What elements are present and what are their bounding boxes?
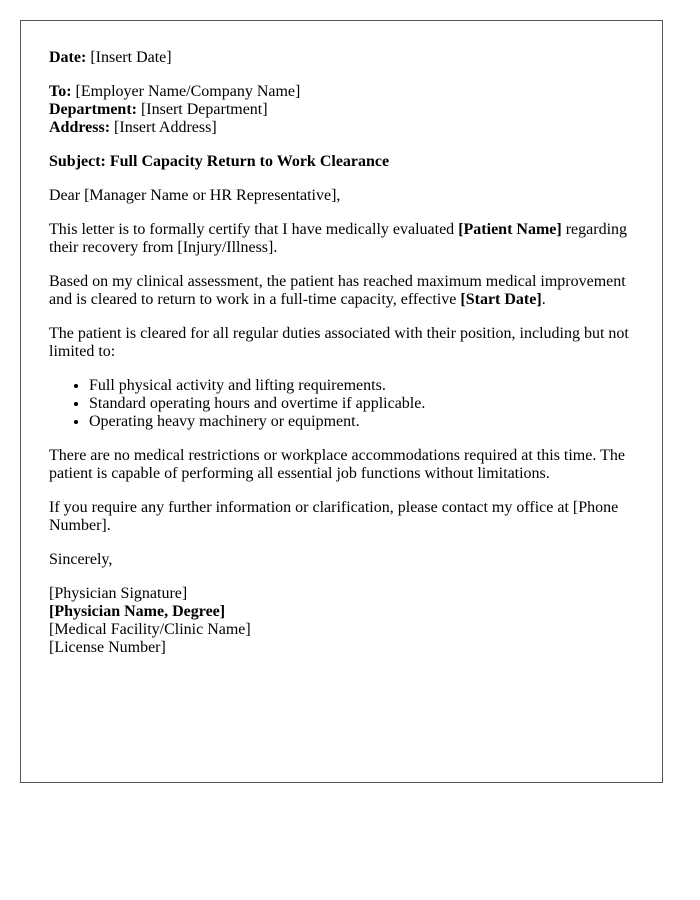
paragraph-evaluation [49, 221, 634, 257]
address-value: [Insert Address] [114, 119, 217, 136]
subject-line [49, 153, 634, 171]
paragraph-contact: If you require any further information or clarification, please contact my office at [Phone Number]. [49, 499, 619, 534]
subject-text: Subject: Full Capacity Return to Work Clearance [49, 153, 390, 170]
closing: Sincerely, [49, 551, 113, 568]
paragraph-restrictions: There are no medical restrictions or workplace accommodations required at this time. The patient is capable of performing all essential job functions without limitations. [49, 447, 625, 482]
recipient-block [49, 83, 634, 137]
license-number: [License Number] [49, 639, 166, 656]
department-label: Department: [49, 101, 137, 118]
para2-text-end: . [541, 291, 546, 308]
department-line [49, 101, 634, 119]
para1-text: This letter is to formally certify that I have medically evaluated [49, 221, 459, 238]
physician-signature: [Physician Signature] [49, 585, 188, 602]
patient-name: [Patient Name] [458, 221, 562, 238]
letter-document [20, 20, 663, 783]
paragraph-assessment [49, 273, 634, 309]
address-label: Address: [49, 119, 111, 136]
date-line [49, 49, 634, 67]
paragraph-duties-intro: The patient is cleared for all regular duties associated with their position, including but not limited to: [49, 325, 629, 360]
signature-block [49, 585, 634, 657]
list-item: • Operating heavy machinery or equipment. [89, 413, 634, 431]
para2-text: Based on my clinical assessment, the patient has reached maximum medical improvement and is cleared to return to work in a full-time capacity, effective [49, 273, 626, 308]
para1-text-end: regarding their recovery from [Injury/Illness]. [49, 221, 628, 256]
address-line [49, 119, 634, 137]
to-value: [Employer Name/Company Name] [75, 83, 301, 100]
date-label: Date: [49, 49, 87, 66]
list-item: • Standard operating hours and overtime if applicable. [89, 395, 634, 413]
date-value: [Insert Date] [90, 49, 172, 66]
medical-facility: [Medical Facility/Clinic Name] [49, 621, 251, 638]
list-item: • Full physical activity and lifting requirements. [89, 377, 634, 395]
salutation: Dear [Manager Name or HR Representative], [49, 187, 341, 204]
to-label: To: [49, 83, 72, 100]
to-line [49, 83, 634, 101]
physician-name: [Physician Name, Degree] [49, 603, 226, 620]
start-date: [Start Date] [460, 291, 542, 308]
department-value: [Insert Department] [140, 101, 268, 118]
duties-list [49, 377, 634, 431]
